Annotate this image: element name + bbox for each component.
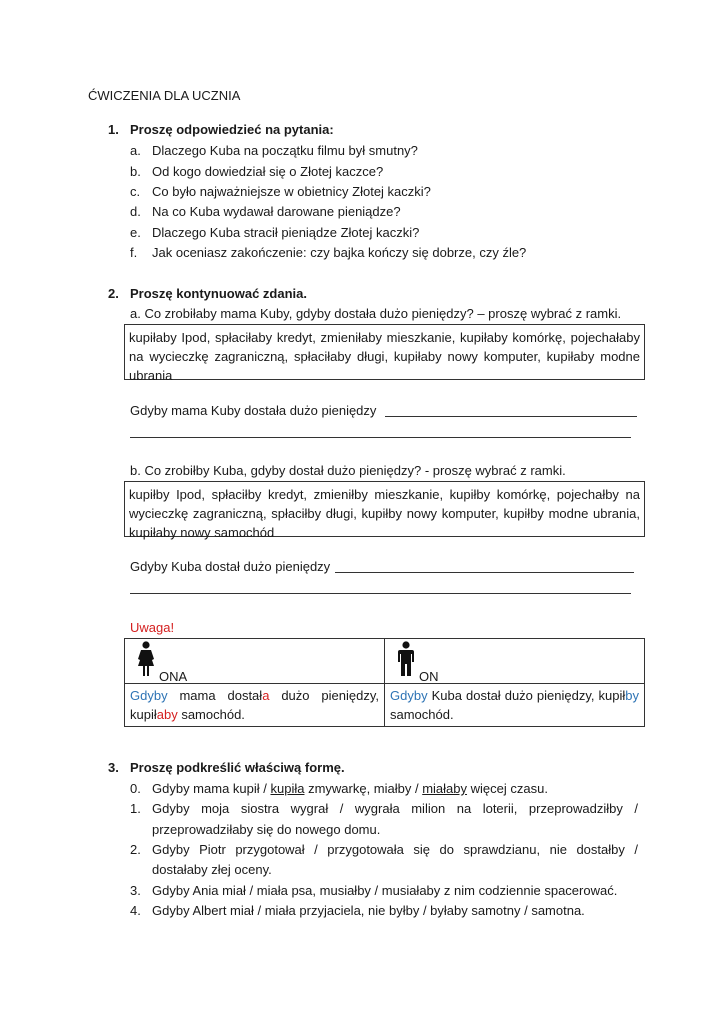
exercise-2a-prompt: Gdyby mama Kuby dostała dużo pieniędzy	[130, 403, 377, 418]
question-text: Na co Kuba wydawał darowane pieniądze?	[152, 204, 401, 219]
sentence-part: Kuba dostał dużo pieniędzy, kupił	[427, 688, 626, 703]
item-marker: 3.	[130, 883, 141, 898]
on-example	[385, 684, 645, 727]
sentence-part: samochód.	[177, 707, 245, 722]
item-marker: 1.	[130, 801, 141, 816]
exercise-item-line: dostałaby złej oceny.	[152, 862, 272, 877]
ona-label: ONA	[159, 669, 188, 684]
section-1-heading: Proszę odpowiedzieć na pytania:	[130, 122, 334, 137]
page-title: ĆWICZENIA DLA UCZNIA	[88, 88, 241, 103]
answer-line[interactable]	[130, 593, 631, 594]
question-marker: e.	[130, 225, 141, 240]
underlined-answer: kupiła	[270, 781, 305, 796]
section-2-number: 2.	[108, 286, 119, 301]
sentence-part: zmywarkę, miałby /	[304, 781, 423, 796]
exercise-item-line: Gdyby moja siostra wygrał / wygrała milion na loterii, przeprowadziłby /	[152, 801, 638, 816]
question-text: Co było najważniejsze w obietnicy Złotej kaczki?	[152, 184, 431, 199]
section-3-number: 3.	[108, 760, 119, 775]
ending-highlight: by	[625, 688, 639, 703]
sentence-part: samochód.	[390, 707, 454, 722]
section-3-heading: Proszę podkreślić właściwą formę.	[130, 760, 345, 775]
question-text: Od kogo dowiedział się o Złotej kaczce?	[152, 164, 384, 179]
section-2-heading: Proszę kontynuować zdania.	[130, 286, 307, 301]
word-box-mother: kupiłaby Ipod, spłaciłaby kredyt, zmieniłaby mieszkanie, kupiłaby komórkę, pojechałaby na wycieczkę zagraniczną, spłaciłaby długi, kupiłaby nowy komputer, kupiłaby modne ubrania	[124, 324, 645, 380]
sentence-part: mama dostał	[167, 688, 263, 703]
exercise-2b-prompt: Gdyby Kuba dostał dużo pieniędzy	[130, 559, 331, 574]
word-box-kuba: kupiłby Ipod, spłaciłby kredyt, zmieniłby mieszkanie, kupiłby komórkę, pojechałby na wycieczkę zagraniczną, spłaciłby długi, kupiłby nowy komputer, kupiłby modne ubrania, kupiłaby nowy samochód	[124, 481, 645, 537]
question-marker: c.	[130, 184, 141, 199]
question-marker: f.	[130, 245, 138, 260]
underlined-answer: miałaby	[422, 781, 468, 796]
on-cell	[385, 639, 645, 684]
question-text: Dlaczego Kuba stracił pieniądze Złotej kaczki?	[152, 225, 420, 240]
sentence-part: Gdyby mama kupił /	[152, 781, 271, 796]
man-icon	[394, 641, 418, 677]
question-marker: d.	[130, 204, 141, 219]
answer-line[interactable]	[335, 572, 634, 573]
question-text: Dlaczego Kuba na początku filmu był smutny?	[152, 143, 418, 158]
sentence-part: więcej czasu.	[467, 781, 548, 796]
exercise-item-line: Gdyby Piotr przygotował / przygotowała się do sprawdzianu, nie dostałby /	[152, 842, 638, 857]
on-label: ON	[419, 669, 439, 684]
example-item	[152, 781, 548, 796]
ona-example	[125, 684, 385, 727]
item-marker: 0.	[130, 781, 141, 796]
ending-highlight: a	[262, 688, 270, 703]
ending-highlight: aby	[156, 707, 178, 722]
question-text: Jak oceniasz zakończenie: czy bajka kończy się dobrze, czy źle?	[152, 245, 527, 260]
gdyby-word: Gdyby	[130, 688, 168, 703]
exercise-item-line: przeprowadziłaby się do nowego domu.	[152, 822, 381, 837]
section-1-number: 1.	[108, 122, 119, 137]
exercise-2b-question: b. Co zrobiłby Kuba, gdyby dostał dużo pieniędzy? - proszę wybrać z ramki.	[130, 463, 566, 478]
ona-cell	[125, 639, 385, 684]
question-marker: a.	[130, 143, 141, 158]
exercise-2a-question: a. Co zrobiłaby mama Kuby, gdyby dostała dużo pieniędzy? – proszę wybrać z ramki.	[130, 306, 622, 321]
question-marker: b.	[130, 164, 141, 179]
answer-line[interactable]	[130, 437, 631, 438]
sentence-part: dużo pieniędzy, kupił	[130, 688, 379, 722]
gdyby-word: Gdyby	[390, 688, 428, 703]
gender-table	[124, 638, 645, 727]
answer-line[interactable]	[385, 416, 637, 417]
woman-icon	[134, 641, 158, 677]
note-label: Uwaga!	[130, 620, 175, 635]
exercise-item-line: Gdyby Albert miał / miała przyjaciela, nie byłby / byłaby samotny / samotna.	[152, 903, 585, 918]
item-marker: 2.	[130, 842, 141, 857]
exercise-item-line: Gdyby Ania miał / miała psa, musiałby / musiałaby z nim codziennie spacerować.	[152, 883, 618, 898]
item-marker: 4.	[130, 903, 141, 918]
